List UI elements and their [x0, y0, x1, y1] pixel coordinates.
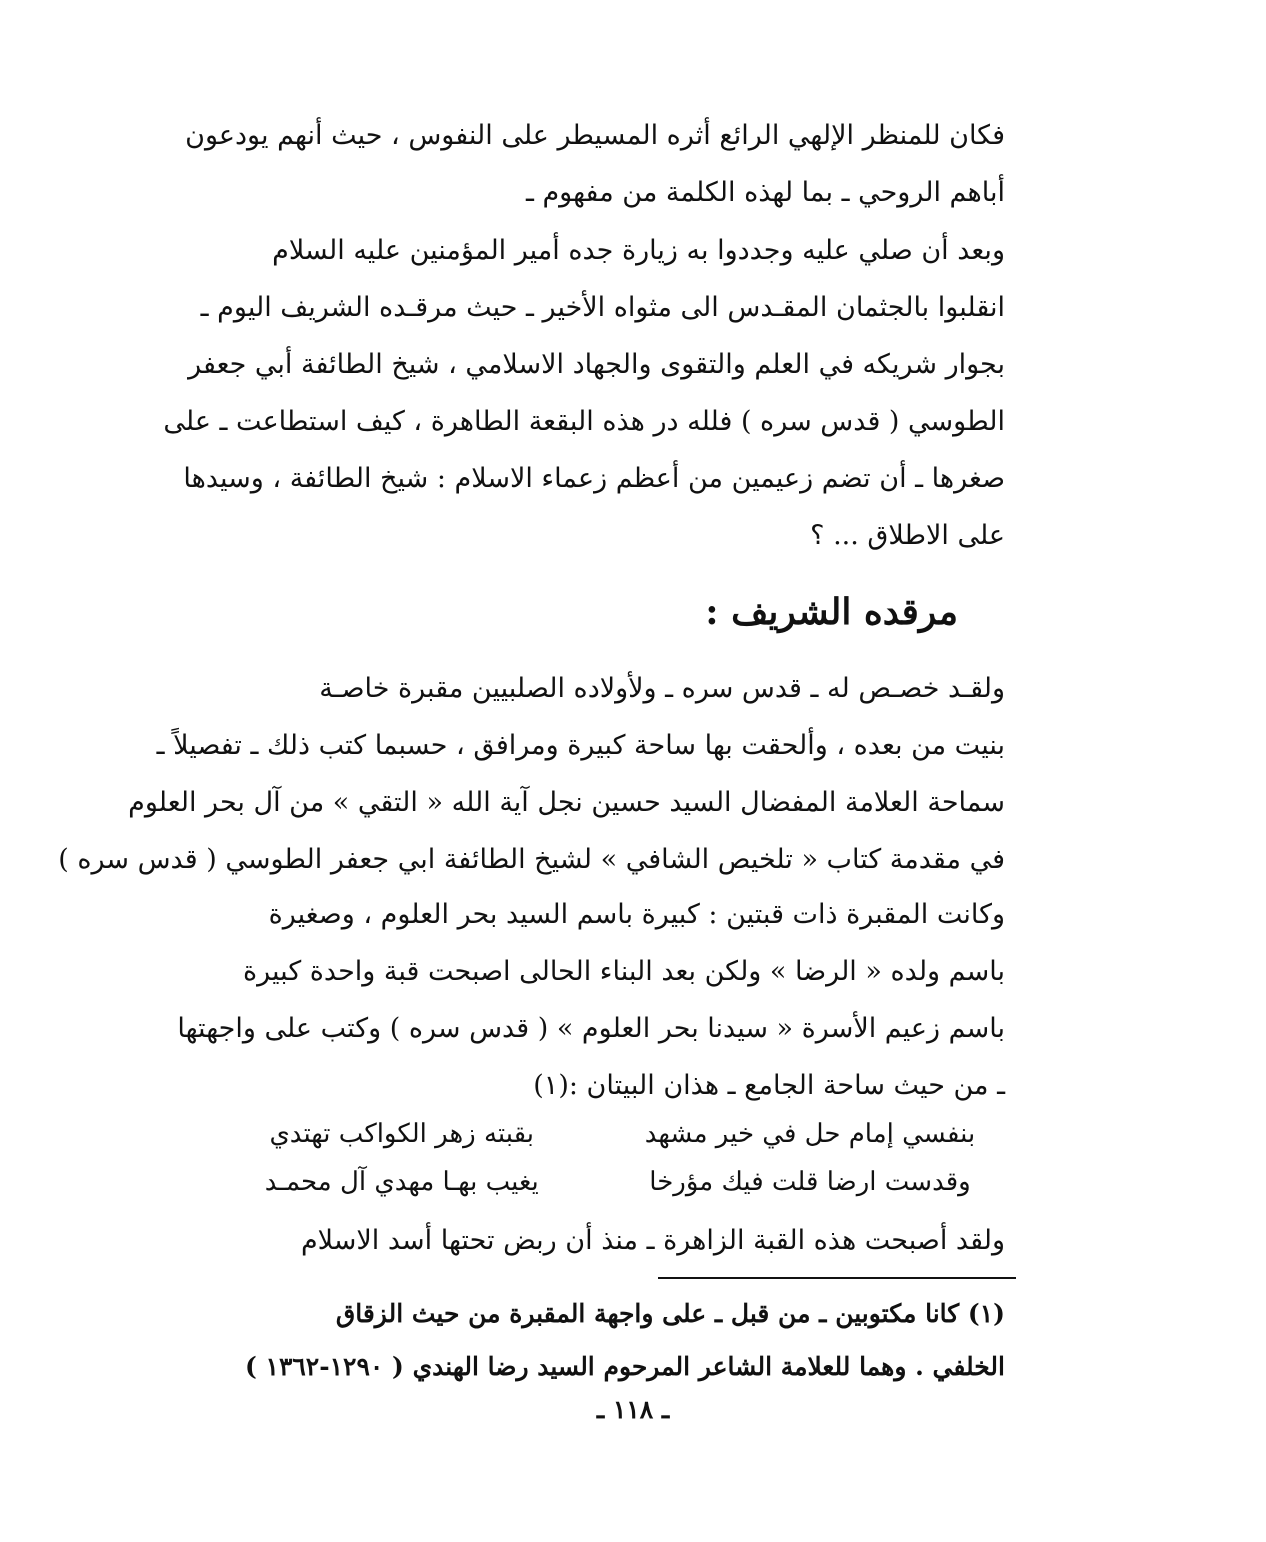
paragraph-5	[165, 1212, 1005, 1269]
page-number: ـ ١١٨ ـ	[596, 1395, 670, 1424]
text-line: انقلبوا بالجثمان المقـدس الى مثواه الأخير ـ حيث مرقـده الشريف اليوم ـ	[200, 292, 1005, 323]
paragraph-4	[165, 886, 1005, 1114]
text-line: ـ من حيث ساحة الجامع ـ هذان البيتان :(١)	[533, 1070, 1005, 1101]
footnote-line: الخلفي . وهما للعلامة الشاعر المرحوم السيد رضا الهندي ( ١٢٩٠-١٣٦٢ )	[244, 1352, 1005, 1381]
text-line: سماحة العلامة المفضال السيد حسين نجل آية الله « التقي » من آل بحر العلوم	[128, 787, 1005, 818]
text-line: باسم زعيم الأسرة « سيدنا بحر العلوم » ( قدس سره ) وكتب على واجهتها	[177, 1013, 1005, 1044]
verse-second-hemistich: بقبته زهر الكواكب تهتدي	[269, 1119, 535, 1149]
text-line: الطوسي ( قدس سره ) فلله در هذه البقعة الطاهرة ، كيف استطاعت ـ على	[163, 406, 1005, 437]
footnote-line: (١) كانا مكتوبين ـ من قبل ـ على واجهة المقبرة من حيث الزقاق	[335, 1299, 1005, 1328]
text-line: بجوار شريكه في العلم والتقوى والجهاد الاسلامي ، شيخ الطائفة أبي جعفر	[188, 349, 1005, 380]
text-line: فكان للمنظر الإلهي الرائع أثره المسيطر على النفوس ، حيث أنهم يودعون	[185, 120, 1005, 151]
text-line: ولقـد خصـص له ـ قدس سره ـ ولأولاده الصلبيين مقبرة خاصـة	[319, 673, 1005, 704]
text-line: باسم ولده « الرضا » ولكن بعد البناء الحالى اصبحت قبة واحدة كبيرة	[242, 956, 1005, 987]
text-line: على الاطلاق ... ؟	[810, 520, 1005, 551]
section-heading: مرقده الشريف :	[705, 591, 958, 633]
text-line: أباهم الروحي ـ بما لهذه الكلمة من مفهوم ـ	[525, 177, 1005, 208]
verse-second-hemistich: يغيب بهـا مهدي آل محمـد	[264, 1167, 539, 1197]
text-line: وبعد أن صلي عليه وجددوا به زيارة جده أمير المؤمنين عليه السلام	[272, 235, 1005, 266]
paragraph-1	[165, 107, 1005, 221]
verse-first-hemistich: وقدست ارضا قلت فيك مؤرخا	[649, 1167, 971, 1197]
poem-verse	[180, 1110, 1010, 1159]
paragraph-3	[58, 660, 1005, 888]
text-line: في مقدمة كتاب « تلخيص الشافي » لشيخ الطائفة ابي جعفر الطوسي ( قدس سره )	[58, 844, 1005, 875]
text-line: صغرها ـ أن تضم زعيمين من أعظم زعماء الاسلام : شيخ الطائفة ، وسيدها	[183, 463, 1005, 494]
text-line: بنيت من بعده ، وألحقت بها ساحة كبيرة ومرافق ، حسبما كتب ذلك ـ تفصيلاً ـ	[156, 730, 1005, 761]
footnote	[165, 1287, 1005, 1393]
poem-verse	[180, 1158, 1010, 1207]
paragraph-2	[165, 222, 1005, 564]
text-line: ولقد أصبحت هذه القبة الزاهرة ـ منذ أن ربض تحتها أسد الاسلام	[300, 1225, 1005, 1256]
verse-first-hemistich: بنفسي إمام حل في خير مشهد	[644, 1119, 976, 1149]
text-line: وكانت المقبرة ذات قبتين : كبيرة باسم السيد بحر العلوم ، وصغيرة	[268, 899, 1005, 930]
footnote-divider	[658, 1277, 1016, 1279]
